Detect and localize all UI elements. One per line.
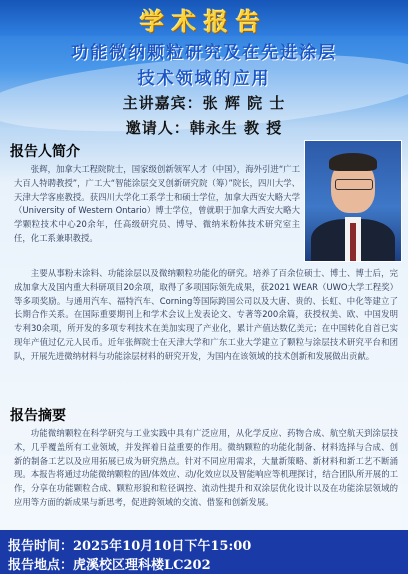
talk-title-line2: 技术领域的应用 [137,69,271,89]
speaker-photo [304,140,402,262]
bio-paragraph-2: 主要从事粉末涂料、功能涂层以及微纳颗粒功能化的研究。培养了百余位硕士、博士、博士后，完成加拿大及国内重大科研项目20余项，取得了多项国际领先成果，获2021 WEAR（UWO大学工程奖）等多项奖励。与通用汽车、福特汽车、Corning等国际跨国公司以及大唐、贵的、长虹、中化等建立了长期合作关系。在国际重要期刊上和学术会议上发表论文、专著等200余篇，获授权美、欧、中国发明专利30余项，所开发的多项专利技术在美加实现了产业化，累计产值达数亿美元；在中国转化自首已实现年产值过亿元人民币。近年张辉院士在天津大学和广东工业大学建立了颗粒与涂层技术研究平台和团队，开展先进微纳材料与功能涂层材料的研究开发，为国内在该领域的技术创新和发展做出贡献。 [14,268,398,361]
photo-hair [329,153,377,171]
talk-time: 报告时间：2025年10月10日下午15:00 [8,539,252,554]
bio-paragraph-1: 张辉，加拿大工程院院士，国家级创新领军人才（中国），海外引进“广工大百人特聘教授”，广工大“智能涂层交叉创新研究院（筹）”院长，四川大学、天津大学客座教授。获四川大学化工系学士和硕士学位，加拿大西安大略大学（University of Western Ontario）博士学位，曾就职于加拿大西安大略大学颗粒技术中心20余年，任高级研究员、博导、微纳米粉体技术研究室主任，化工系兼职教授。 [14,164,300,243]
photo-tie [350,223,356,261]
talk-location: 报告地点：虎溪校区理科楼LC202 [8,558,211,573]
inviter-line: 邀请人：韩永生 教 授 [125,119,283,137]
poster-kicker: 学术报告 [140,7,268,36]
abstract-paragraph: 功能微纳颗粒在科学研究与工业实践中具有广泛应用，从化学反应、药物合成、航空航天到涂层技术，几乎覆盖所有工业领域，并发挥着日益重要的作用。微纳颗粒的功能化制备、材料选择与合成、创新的制备工艺以及应用拓展已成为研究热点。针对不同应用需求，大量新策略、新材料和新工艺不断涌现。本报告将通过功能微纳颗粒的固/体效应、动/化效应以及智能响应等机理探讨，结合团队所开展的工作，分享在功能颗粒合成、颗粒形貌和粒径调控、流动性提升和双涂层优化设计以及在功能涂层领域的应用等方面的新成果与新思考，促进跨领域的交流、借鉴和创新发展。 [14,428,398,507]
abstract-heading: 报告摘要 [10,408,66,424]
photo-glasses [335,179,373,190]
speaker-line: 主讲嘉宾：张 辉 院 士 [122,94,286,112]
talk-title-line1: 功能微纳颗粒研究及在先进涂层 [71,43,337,63]
bio-heading: 报告人简介 [10,144,80,160]
